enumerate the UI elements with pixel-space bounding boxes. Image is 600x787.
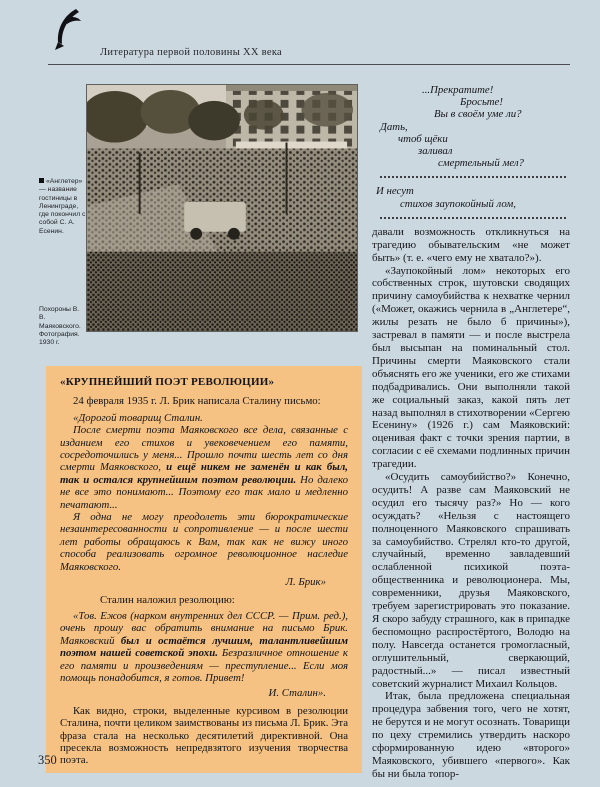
poem-quote-2: И несут стихов заупокойный лом, [376, 185, 516, 210]
running-head: Литература первой половины XX века [100, 47, 283, 58]
info-box [46, 366, 362, 773]
resolution-signature: И. Сталин». [268, 687, 326, 700]
info-box-intro: 24 февраля 1935 г. Л. Брик написала Сталину письмо: [73, 395, 321, 408]
body-paragraphs: давали возможность откликнуться на трагедию обывательским «не может быть» (т. е. «чего ему не хватало?»). «Заупокойный лом» некоторых его собственных строк, шутовски сводящих причину самоубийства к нехватке чернил («Может, окажись чернила в „Англетере“, жилы резать не было б причины»), застревал в памяти — и после выстрела был высыпан на поминальный стол. Причины смерти Маяковского стали объяснять его же ученики, его же стихами подбадривались. Они выполняли такой же социальный заказ, какой пять лет назад выполнял в стихотворении «Сергею Есенину» (1926 г.) сам Маяковский: оценивая факт с точки зрения партии, в согласии с её схемами подлинных причин трагедии. «Осудить самоубийство?» Конечно, осудить! А разве сам Маяковский не осудил его тысячу раз?» Но — кого осуждать? «Нельзя с настоящего полноценного Маяковского спрашивать за самоубийство. Стрелял кто-то другой, случайный, временно завладевший ослабленной психикой поэта-общественника и революционера. Мы, современники, друзья Маяковского, требуем зарегистрировать это показание. Я скоро забуду страшного, как в припадке беспомощно распростёртого, Володю на полу. Навсегда останется громогласный, оглушительный, сверкающий, радостный...» — писал известный советский журналист Михаил Кольцов. Итак, была предложена специальная процедура забвения того, чего не хотят, не берутся и не могут осознать. Товарищи по цеху стремились утвердить наскоро сформированную идею «второго» Маяковского, убившего «первого». Как бы ни была топор- [372, 225, 570, 780]
photo-caption: Похороны В. В. Маяковского. Фотография. 1930 г. [39, 306, 81, 347]
poem-quote-1: ...Прекратите! Бросьте! Вы в своём уме ли? Дать, чтоб щёки заливал смертельный мел? [380, 84, 524, 170]
letter-signature: Л. Брик» [285, 576, 326, 589]
resolution-label: Сталин наложил резолюцию: [100, 593, 235, 606]
dotted-separator [380, 176, 566, 178]
info-box-title: «КРУПНЕЙШИЙ ПОЭТ РЕВОЛЮЦИИ» [60, 376, 275, 388]
main-text-column [372, 84, 570, 781]
publisher-quill-icon [52, 8, 84, 52]
square-bullet-icon [39, 178, 44, 183]
brik-letter: «Дорогой товарищ Сталин. После смерти поэта Маяковского все дела, связанные с изданием его стихов и увековечением его памяти, сосредоточились у меня... Прошло почти шесть лет со дня смерти Маяковского, и ещё никем не заменён и как был, так и остался крупнейшим поэтом революции. Но далеко не все это понимают... Поэтому его так мало и медленно печатают... Я одна не могу преодолеть эти бюрократические незаинтересованности и сопротивление — и после шести лет работы обращаюсь к Вам, так как не вижу иного способа реализовать огромное революционное наследие Маяковского. [60, 411, 348, 573]
photo-margin-note-text: «Англетер» — название гостиницы в Ленинграде, где покончил с собой С. А. Есенин. [39, 178, 86, 235]
info-box-outro: Как видно, строки, выделенные курсивом в резолюции Сталина, почти целиком заимствованы из письма Л. Брик. Эта фраза стала на несколько десятилетий директивной. Она пресекла возможность непредвзятого изучения творчества поэта. [60, 704, 348, 767]
dotted-separator [380, 217, 566, 219]
mayakovsky-funeral-photograph [86, 84, 358, 332]
stalin-resolution: «Тов. Ежов (нарком внутренних дел СССР. — Прим. ред.), очень прошу вас обратить внимание на письмо Брик. Маяковский был и остаётся лучшим, талантливейшим поэтом нашей советской эпохи. Безразличное отношение к его памяти и произведениям — преступление... Если моя помощь понадобится, я готов. Привет! [60, 609, 348, 684]
page-number: 350 [38, 753, 57, 767]
photo-margin-note [39, 178, 86, 236]
header-rule [48, 64, 570, 65]
